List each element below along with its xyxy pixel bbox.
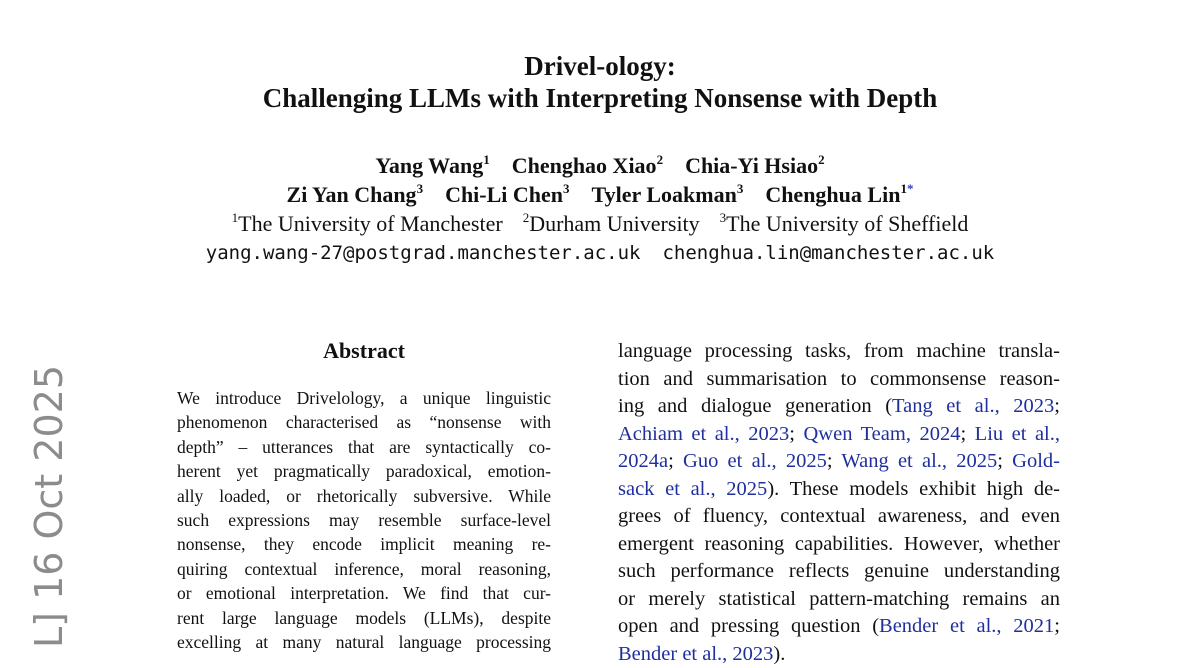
body-line: tion and summarisation to commonsense reason- xyxy=(618,366,1060,394)
affiliation-mark: 3 xyxy=(720,210,727,225)
affiliation xyxy=(523,211,700,236)
body-line: open and pressing question (Bender et al., 2021; xyxy=(618,613,1060,641)
email-address[interactable]: chenghua.lin@manchester.ac.uk xyxy=(662,242,994,264)
email-address[interactable]: yang.wang-27@postgrad.manchester.ac.uk xyxy=(206,242,641,264)
paper-subtitle: Challenging LLMs with Interpreting Nonsense with Depth xyxy=(0,82,1200,114)
author-name: Chi-Li Chen$^3$ xyxy=(445,182,569,207)
body-line: such performance reflects genuine understanding xyxy=(618,558,1060,586)
abstract-line: rent large language models (LLMs), despite xyxy=(177,606,551,630)
abstract-body xyxy=(177,386,551,654)
citation-link[interactable]: Bender et al., 2021 xyxy=(879,615,1054,637)
abstract-line: excelling at many natural language processing xyxy=(177,630,551,654)
body-line: ing and dialogue generation (Tang et al., 2023; xyxy=(618,393,1060,421)
abstract-heading: Abstract xyxy=(177,337,551,365)
affiliation xyxy=(232,211,503,236)
abstract-line: ally loaded, or rhetorically subversive. While xyxy=(177,484,551,508)
abstract-line: We introduce Drivelology, a unique linguistic xyxy=(177,386,551,410)
author-name: Zi Yan Chang$^3$ xyxy=(287,182,424,207)
body-line: sack et al., 2025). These models exhibit high de- xyxy=(618,476,1060,504)
author-name: Tyler Loakman$^3$ xyxy=(592,182,744,207)
citation-link[interactable]: Gold- xyxy=(1012,450,1060,472)
author-emails xyxy=(0,240,1200,266)
author-name: Yang Wang$^1$ xyxy=(375,153,489,178)
abstract-line: herent yet pragmatically paradoxical, emotion- xyxy=(177,459,551,483)
introduction-column xyxy=(618,338,1060,668)
body-line: Bender et al., 2023). xyxy=(618,641,1060,668)
affiliation-name: The University of Manchester xyxy=(238,211,503,236)
author-name: Chia-Yi Hsiao$^2$ xyxy=(685,153,825,178)
author-list-line-2 xyxy=(0,181,1200,209)
abstract-line: or emotional interpretation. We find that cur- xyxy=(177,581,551,605)
abstract-line: such expressions may resemble surface-level xyxy=(177,508,551,532)
citation-link[interactable]: Bender et al., 2023 xyxy=(618,643,773,665)
abstract-line: quiring contextual inference, moral reasoning, xyxy=(177,557,551,581)
author-name: Chenghao Xiao$^2$ xyxy=(512,153,663,178)
affiliation-mark: 2 xyxy=(523,210,530,225)
affiliation xyxy=(720,211,969,236)
citation-link[interactable]: Achiam et al., 2023 xyxy=(618,423,789,445)
body-line: or merely statistical pattern-matching remains an xyxy=(618,586,1060,614)
author-list-line-1 xyxy=(0,152,1200,180)
citation-link[interactable]: Tang et al., 2023 xyxy=(892,395,1054,417)
affiliations xyxy=(0,210,1200,238)
citation-link[interactable]: Wang et al., 2025 xyxy=(841,450,997,472)
body-line: grees of fluency, contextual awareness, and even xyxy=(618,503,1060,531)
author-affiliation-mark: 3 xyxy=(737,181,744,196)
author-affiliation-mark: 3 xyxy=(563,181,570,196)
affiliation-mark: 1 xyxy=(232,210,239,225)
body-line: emergent reasoning capabilities. However, whether xyxy=(618,531,1060,559)
citation-link[interactable]: Guo et al., 2025 xyxy=(683,450,827,472)
author-affiliation-mark: 1* xyxy=(900,181,913,196)
paper-title: Drivel-ology: xyxy=(0,50,1200,82)
abstract-line: phenomenon characterised as “nonsense with xyxy=(177,410,551,434)
corresponding-author-mark: * xyxy=(907,181,914,196)
citation-link[interactable]: Qwen Team, 2024 xyxy=(803,423,960,445)
arxiv-stamp: L] 16 Oct 2025 xyxy=(27,365,71,648)
author-affiliation-mark: 2 xyxy=(818,152,825,167)
abstract-line: nonsense, they encode implicit meaning re- xyxy=(177,532,551,556)
author-affiliation-mark: 1 xyxy=(483,152,490,167)
body-line: 2024a; Guo et al., 2025; Wang et al., 2025; Gold- xyxy=(618,448,1060,476)
citation-link[interactable]: Liu et al., xyxy=(975,423,1060,445)
affiliation-name: The University of Sheffield xyxy=(726,211,968,236)
author-affiliation-mark: 2 xyxy=(657,152,664,167)
author-affiliation-mark: 3 xyxy=(417,181,424,196)
body-line: Achiam et al., 2023; Qwen Team, 2024; Liu et al., xyxy=(618,421,1060,449)
body-line: language processing tasks, from machine transla- xyxy=(618,338,1060,366)
author-name: Chenghua Lin$^{1*}$ xyxy=(765,182,913,207)
citation-link[interactable]: sack et al., 2025 xyxy=(618,478,767,500)
abstract-line: depth” – utterances that are syntactically co- xyxy=(177,435,551,459)
affiliation-name: Durham University xyxy=(529,211,699,236)
citation-link[interactable]: 2024a xyxy=(618,450,668,472)
